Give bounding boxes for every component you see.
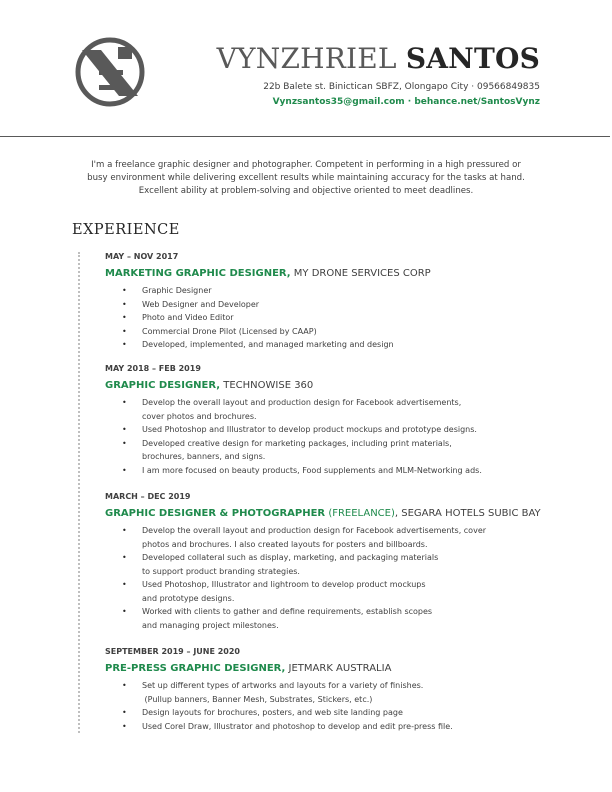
vs-monogram-logo (72, 36, 148, 108)
bullet-text: Develop the overall layout and production design for Facebook advertisements, cover photos and brochures. I also created layouts for posters and billboards. (142, 526, 487, 549)
bullet-item (105, 578, 575, 605)
bullet-text: Developed creative design for marketing packages, including print materials, brochures, banners, and signs. (142, 438, 452, 461)
entry-job-title (105, 662, 575, 675)
bullet-text: I am more focused on beauty products, Food supplements and MLM-Networking ads. (142, 465, 482, 475)
timeline-dotted-line (78, 252, 80, 733)
entry-company: MY DRONE SERVICES CORP (290, 268, 431, 279)
bullet-text: Web Designer and Developer (142, 299, 260, 309)
bullet-text: Design layouts for brochures, posters, and web site landing page (142, 708, 403, 717)
entry-company: , SEGARA HOTELS SUBIC BAY (394, 508, 541, 519)
bullet-text: Used Photoshop and Illustrator to develop product mockups and prototype designs. (142, 425, 477, 434)
entry-bullets (105, 524, 575, 632)
bullet-item (105, 524, 575, 551)
entry-bullets (105, 284, 575, 352)
entry-job-title (105, 267, 575, 280)
bullet-text: Commercial Drone Pilot (Licensed by CAAP) (142, 326, 317, 336)
experience-entry (105, 252, 575, 352)
email-portfolio[interactable]: Vynzsantos35@gmail.com · behance.net/SantosVynz (272, 97, 540, 107)
first-name: VYNZHRIEL (216, 42, 397, 75)
bullet-dot: • (122, 398, 127, 407)
bullet-dot: • (122, 425, 127, 434)
bullet-text: Used Corel Draw, Illustrator and photoshop to develop and edit pre-press file. (142, 721, 453, 731)
bullet-dot: • (122, 326, 127, 336)
bullet-text: Worked with clients to gather and define requirements, establish scopes and managing project milestones. (142, 607, 433, 630)
experience-entry (105, 492, 575, 632)
entry-role: GRAPHIC DESIGNER & PHOTOGRAPHER (105, 508, 326, 519)
bullet-dot: • (122, 299, 127, 309)
bullet-item (105, 325, 575, 339)
header-divider (0, 136, 610, 137)
bullet-item (105, 679, 575, 706)
bullet-dot: • (122, 607, 127, 616)
experience-entry (105, 364, 575, 477)
bullet-dot: • (122, 526, 127, 535)
address-phone: 22b Balete st. Binictican SBFZ, Olongapo City · 09566849835 (263, 82, 540, 92)
entry-job-title (105, 507, 575, 520)
last-name: SANTOS (405, 42, 540, 75)
bullet-dot: • (122, 286, 127, 295)
entry-company: TECHNOWISE 360 (220, 380, 314, 391)
bullet-dot: • (122, 681, 127, 690)
summary-line: Excellent ability at problem-solving and objective oriented to meet deadlines. (138, 186, 474, 196)
bullet-text: Graphic Designer (142, 286, 212, 295)
entry-qualifier: (FREELANCE) (325, 508, 395, 519)
entry-date: MAY 2018 – FEB 2019 (105, 364, 201, 373)
bullet-dot: • (122, 438, 127, 448)
bullet-dot: • (122, 340, 127, 349)
bullet-item (105, 423, 575, 437)
bullet-item (105, 720, 575, 734)
bullet-text: Set up different types of artworks and layouts for a variety of finishes. (Pullup banners, Banner Mesh, Substrates, Stickers, etc.) (142, 681, 424, 704)
entry-role: PRE-PRESS GRAPHIC DESIGNER, (105, 663, 286, 674)
bullet-dot: • (122, 708, 127, 717)
profile-summary (72, 159, 540, 198)
experience-entry (105, 647, 575, 733)
entry-bullets (105, 396, 575, 477)
bullet-item (105, 284, 575, 298)
bullet-dot: • (122, 465, 127, 475)
bullet-item (105, 551, 575, 578)
entry-date: SEPTEMBER 2019 – JUNE 2020 (105, 647, 240, 656)
bullet-item (105, 311, 575, 325)
entry-date: MARCH – DEC 2019 (105, 492, 191, 501)
entry-company: JETMARK AUSTRALIA (285, 663, 392, 674)
bullet-dot: • (122, 313, 127, 322)
bullet-item (105, 437, 575, 464)
entry-bullets (105, 679, 575, 733)
bullet-text: Used Photoshop, Illustrator and lightroom to develop product mockups and prototype designs. (142, 580, 426, 603)
bullet-item (105, 298, 575, 312)
summary-line: I'm a freelance graphic designer and photographer. Competent in performing in a high pressured or (91, 160, 521, 170)
bullet-text: Develop the overall layout and production design for Facebook advertisements, cover photos and brochures. (142, 398, 462, 421)
bullet-text: Developed collateral such as display, marketing, and packaging materials to support product branding strategies. (142, 553, 439, 576)
bullet-item (105, 706, 575, 720)
entry-date: MAY – NOV 2017 (105, 252, 179, 261)
entry-role: MARKETING GRAPHIC DESIGNER, (105, 268, 291, 279)
bullet-item (105, 338, 575, 352)
bullet-item (105, 464, 575, 478)
bullet-dot: • (122, 721, 127, 731)
bullet-dot: • (122, 580, 127, 589)
bullet-text: Photo and Video Editor (142, 313, 234, 322)
experience-heading: EXPERIENCE (72, 222, 180, 238)
entry-job-title (105, 379, 575, 392)
bullet-item (105, 605, 575, 632)
candidate-name (217, 42, 540, 75)
summary-line: busy environment while delivering excellent results while maintaining accuracy for the tasks at hand. (87, 173, 525, 183)
bullet-text: Developed, implemented, and managed marketing and design (142, 340, 394, 349)
bullet-dot: • (122, 553, 127, 562)
entry-role: GRAPHIC DESIGNER, (105, 380, 221, 391)
bullet-item (105, 396, 575, 423)
